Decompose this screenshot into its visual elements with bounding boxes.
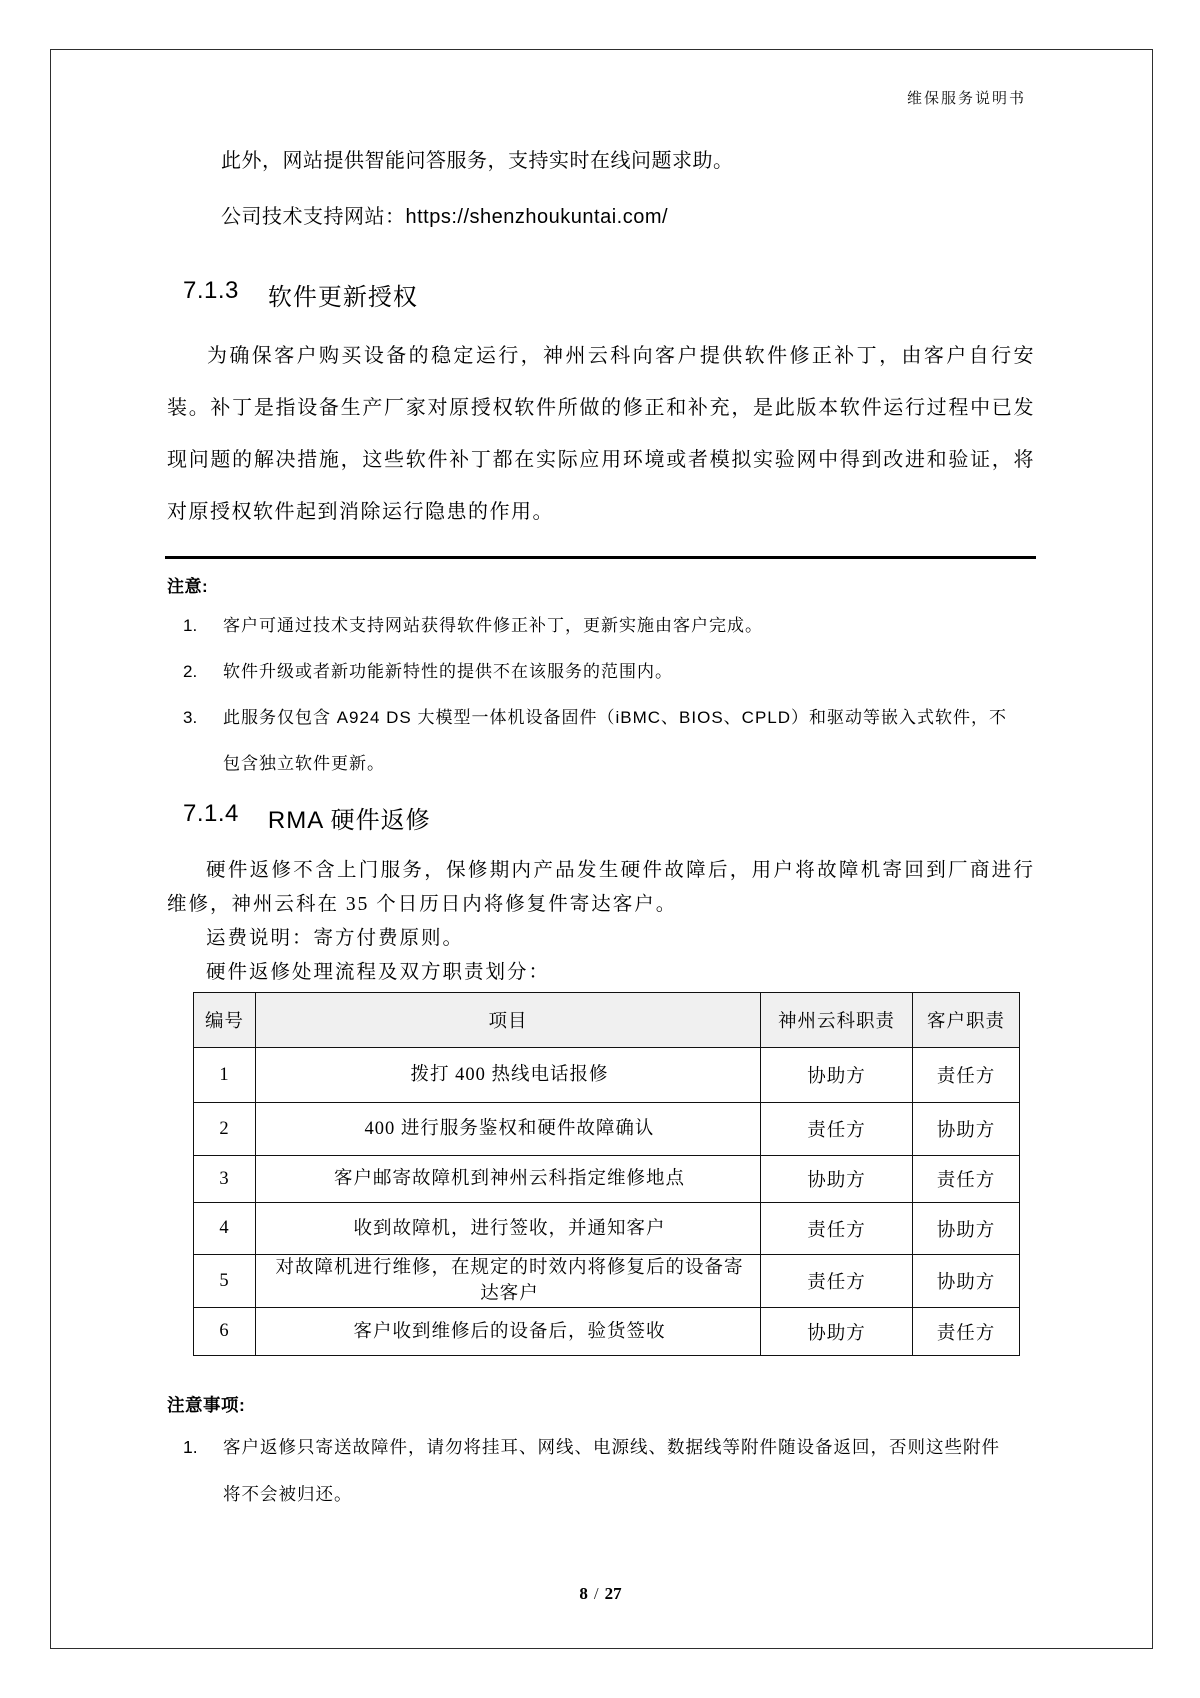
table-intro: 硬件返修处理流程及双方职责划分： xyxy=(206,962,551,983)
cell-customer-role: 责任方 xyxy=(913,1308,1020,1356)
cell-customer-role: 责任方 xyxy=(913,1156,1020,1203)
cell-customer-role: 协助方 xyxy=(913,1255,1020,1308)
table-row xyxy=(194,1156,1020,1203)
table-header-cell-customer: 客户职责 xyxy=(913,993,1020,1048)
cell-vendor-role: 责任方 xyxy=(761,1203,913,1255)
note-item-number: 2. xyxy=(183,662,198,681)
note-item xyxy=(183,603,1015,649)
current-page-number: 8 xyxy=(579,1584,588,1603)
cell-vendor-role: 协助方 xyxy=(761,1308,913,1356)
section-7-1-3-heading xyxy=(183,277,418,312)
section-number: 7.1.3 xyxy=(183,277,239,304)
cell-vendor-role: 责任方 xyxy=(761,1103,913,1156)
table-row xyxy=(194,1203,1020,1255)
cell-item: 收到故障机，进行签收，并通知客户 xyxy=(256,1203,761,1255)
cell-no: 1 xyxy=(194,1048,256,1103)
section-7-1-4-body xyxy=(167,854,1035,990)
intro-paragraph: 此外，网站提供智能问答服务，支持实时在线问题求助。 xyxy=(221,150,734,172)
shipping-note: 运费说明：寄方付费原则。 xyxy=(206,928,465,949)
cell-customer-role: 协助方 xyxy=(913,1103,1020,1156)
table-row xyxy=(194,1048,1020,1103)
page-number xyxy=(167,1584,1034,1604)
cell-no: 4 xyxy=(194,1203,256,1255)
total-page-number: 27 xyxy=(604,1584,622,1603)
cell-no: 2 xyxy=(194,1103,256,1156)
cell-vendor-role: 协助方 xyxy=(761,1156,913,1203)
notice-item-text: 客户返修只寄送故障件，请勿将挂耳、网线、电源线、数据线等附件随设备返回，否则这些附件将不会被归还。 xyxy=(223,1437,1000,1504)
section-title: 软件更新授权 xyxy=(267,284,418,311)
table-row xyxy=(194,1255,1020,1308)
cell-vendor-role: 责任方 xyxy=(761,1255,913,1308)
notice-item xyxy=(183,1424,1015,1518)
cell-customer-role: 责任方 xyxy=(913,1048,1020,1103)
note-item-text: 客户可通过技术支持网站获得软件修正补丁，更新实施由客户完成。 xyxy=(223,616,763,635)
note-item xyxy=(183,649,1015,695)
cell-no: 5 xyxy=(194,1255,256,1308)
cell-no: 6 xyxy=(194,1308,256,1356)
section-7-1-4-heading xyxy=(183,800,431,835)
table-row xyxy=(194,1103,1020,1156)
page-number-separator: / xyxy=(593,1584,599,1603)
rma-process-table xyxy=(193,992,1020,1356)
cell-item: 客户邮寄故障机到神州云科指定维修地点 xyxy=(256,1156,761,1203)
table-header-row xyxy=(194,993,1020,1048)
table-header-cell-no: 编号 xyxy=(194,993,256,1048)
note-item xyxy=(183,695,1015,787)
note-label: 注意: xyxy=(167,577,209,596)
note-item-number: 1. xyxy=(183,616,198,635)
note-item-text: 软件升级或者新功能新特性的提供不在该服务的范围内。 xyxy=(223,662,673,681)
section-number: 7.1.4 xyxy=(183,800,239,827)
notice-item-number: 1. xyxy=(183,1437,198,1457)
cell-item: 客户收到维修后的设备后，验货签收 xyxy=(256,1308,761,1356)
table-row xyxy=(194,1308,1020,1356)
cell-item: 对故障机进行维修，在规定的时效内将修复后的设备寄达客户 xyxy=(256,1255,761,1308)
note-item-text: 此服务仅包含 A924 DS 大模型一体机设备固件（iBMC、BIOS、CPLD）和驱动等嵌入式软件，不包含独立软件更新。 xyxy=(223,708,1008,773)
cell-item: 400 进行服务鉴权和硬件故障确认 xyxy=(256,1103,761,1156)
cell-item: 拨打 400 热线电话报修 xyxy=(256,1048,761,1103)
note-divider-rule xyxy=(165,556,1036,559)
table-header-cell-item: 项目 xyxy=(256,993,761,1048)
section-7-1-3-body: 为确保客户购买设备的稳定运行，神州云科向客户提供软件修正补丁，由客户自行安装。补丁是指设备生产厂家对原授权软件所做的修正和补充，是此版本软件运行过程中已发现问题的解决措施，这些软件补丁都在实际应用环境或者模拟实验网中得到改进和验证，将对原授权软件起到消除运行隐患的作用。 xyxy=(167,345,1035,523)
cell-customer-role: 协助方 xyxy=(913,1203,1020,1255)
cell-vendor-role: 协助方 xyxy=(761,1048,913,1103)
rma-paragraph: 硬件返修不含上门服务，保修期内产品发生硬件故障后，用户将故障机寄回到厂商进行维修，神州云科在 35 个日历日内将修复件寄达客户。 xyxy=(167,860,1035,915)
page-header-title: 维保服务说明书 xyxy=(906,91,1026,107)
notice-list xyxy=(183,1424,1015,1518)
cell-no: 3 xyxy=(194,1156,256,1203)
section-title: RMA 硬件返修 xyxy=(267,807,431,834)
table-header-cell-vendor: 神州云科职责 xyxy=(761,993,913,1048)
note-list xyxy=(183,603,1015,787)
notice-label: 注意事项: xyxy=(167,1395,246,1415)
support-site-paragraph: 公司技术支持网站：https://shenzhoukuntai.com/ xyxy=(221,206,669,228)
note-item-number: 3. xyxy=(183,708,198,727)
